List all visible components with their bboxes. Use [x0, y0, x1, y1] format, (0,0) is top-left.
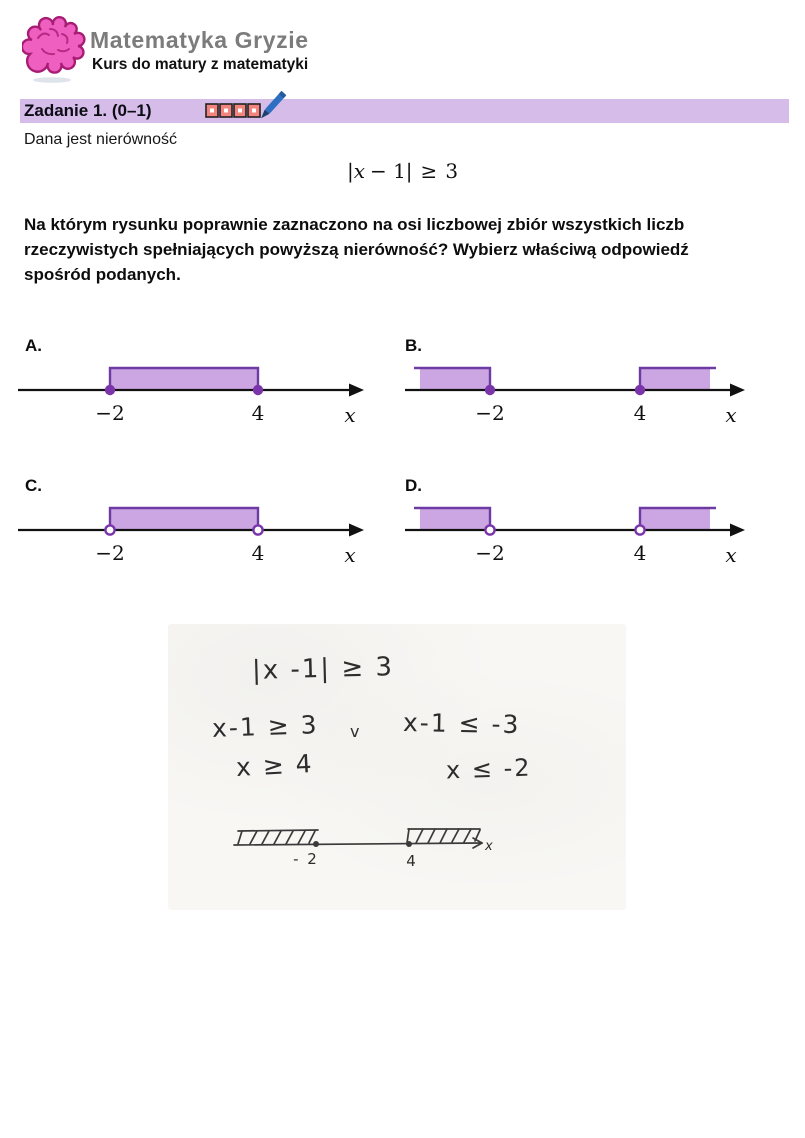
tick-label-right: 4 [633, 541, 647, 565]
formula-suffix: − 1| [369, 159, 413, 183]
formula-variable: x [353, 159, 365, 183]
handdrawn-tick-right: 4 [406, 852, 418, 870]
handdrawn-axis-label: x [485, 839, 493, 854]
solution-step-2-right: x-1 ≤ -3 [402, 707, 521, 740]
option-label-d: D. [405, 476, 422, 495]
question-line: Na którym rysunku poprawnie zaznaczono na osi liczbowej zbiór wszystkich liczb [24, 215, 685, 234]
option-label-c: C. [25, 476, 42, 495]
axis-arrowhead [730, 384, 745, 397]
tick-label-left: −2 [95, 401, 125, 425]
axis-arrowhead [349, 384, 364, 397]
closed-endpoint-dot [105, 385, 115, 395]
solution-or-symbol: v [350, 722, 362, 741]
closed-endpoint-dot [635, 385, 645, 395]
tick-label-left: −2 [95, 541, 125, 565]
question-line: rzeczywistych spełniających powyższą nierówność? Wybierz właściwą odpowiedź [24, 240, 689, 259]
inequality-formula [20, 159, 785, 183]
option-label-b: B. [405, 336, 422, 355]
open-endpoint-dot [105, 525, 114, 534]
option-label-a: A. [25, 336, 42, 355]
axis-arrowhead [349, 524, 364, 537]
logo-shadow [33, 77, 71, 83]
solution-step-3-right: x ≤ -2 [445, 753, 532, 785]
solution-step-1: |x -1| ≥ 3 [251, 652, 395, 686]
tick-label-left: −2 [475, 541, 505, 565]
handdrawn-number-line [232, 818, 502, 880]
axis-label: x [725, 403, 737, 427]
number-line-option-a [18, 358, 368, 430]
brand-title: Matematyka Gryzie [90, 27, 309, 53]
tick-label-right: 4 [633, 401, 647, 425]
axis-arrowhead [730, 524, 745, 537]
solution-step-3-left: x ≥ 4 [235, 748, 315, 783]
brain-icon [22, 16, 86, 86]
task-header-bar [20, 99, 789, 123]
brand-subtitle: Kurs do matury z matematyki [92, 56, 309, 73]
number-line-option-d [403, 498, 755, 570]
closed-endpoint-dot [253, 385, 263, 395]
handdrawn-dot-right [406, 841, 412, 847]
intro-text: Dana jest nierówność [24, 131, 177, 148]
handdrawn-tick-left: - 2 [293, 850, 319, 868]
open-endpoint-dot [635, 525, 644, 534]
axis-label: x [725, 543, 737, 567]
brain-shape [22, 17, 84, 72]
open-endpoint-dot [485, 525, 494, 534]
task-title: Zadanie 1. (0–1) [24, 101, 152, 120]
tick-label-left: −2 [475, 401, 505, 425]
formula-rhs: 3 [445, 159, 459, 183]
formula-prefix: | [346, 159, 354, 183]
axis-label: x [344, 543, 356, 567]
question-line: spośród podanych. [24, 265, 181, 284]
closed-endpoint-dot [485, 385, 495, 395]
axis-label: x [344, 403, 356, 427]
formula-operator: ≥ [420, 159, 438, 183]
pen-icon [253, 87, 293, 131]
tick-label-right: 4 [251, 401, 265, 425]
number-line-option-c [18, 498, 368, 570]
open-endpoint-dot [253, 525, 262, 534]
question-text [24, 212, 689, 287]
handdrawn-dot-left [313, 841, 319, 847]
number-line-option-b [403, 358, 755, 430]
solution-step-2-left: x-1 ≥ 3 [211, 710, 319, 743]
tick-label-right: 4 [251, 541, 265, 565]
handwritten-solution-photo [168, 624, 626, 910]
